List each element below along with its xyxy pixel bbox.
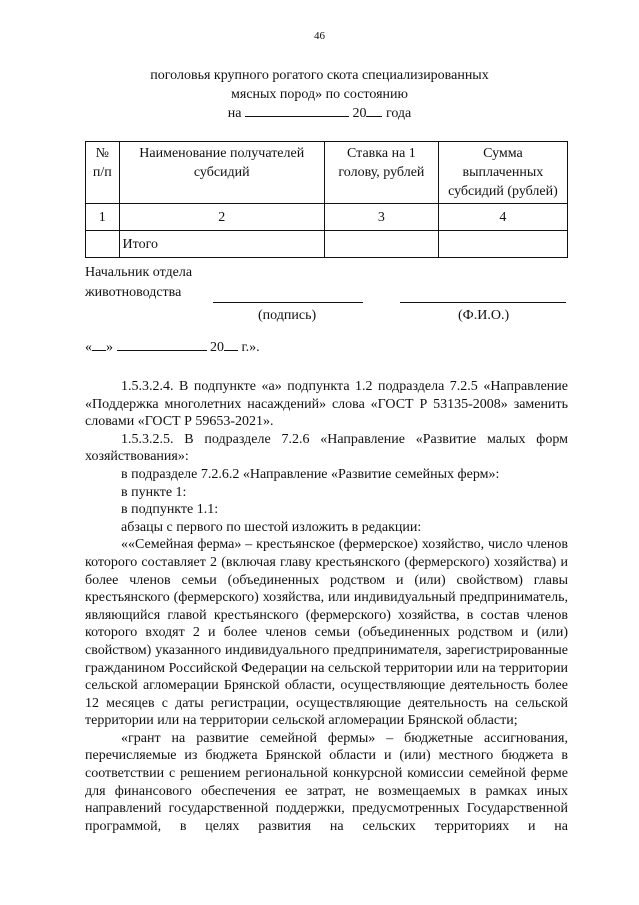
paragraph-7: ««Семейная ферма» – крестьянское (фермерское) хозяйство, число членов которого составляет 2 (включая главу крестьянского (фермерского) хозяйства) и более членов семьи (объединенных родством и (или) свойством) главы крестьянского (фермерского) хозяйства, или индивидуальный предприниматель, являющийся главой крестьянского (фермерского) хозяйства, в состав членов которого входят 2 и более членов семьи (объединенных родством и (или) свойством) указанного индивидуального предпринимателя, зарегистрированные гражданином Российской Федерации на сельской территории или на территории сельской агломерации Брянской области, осуществляющие деятельность более 12 месяцев с даты регистрации, осуществляющие деятельность на сельской территории или на территории сельской агломерации Брянской области; (85, 537, 568, 729)
heading-year-label: года (385, 106, 412, 121)
heading-line-3 (0, 104, 639, 123)
date-blank-day (92, 338, 106, 351)
total-cell-empty-4 (438, 231, 567, 258)
paragraph-4: в пункте 1: (121, 484, 187, 500)
total-cell-empty-1 (86, 231, 120, 258)
date-line (85, 338, 260, 356)
date-year-suffix: г.». (241, 340, 260, 355)
date-blank-month (117, 338, 207, 351)
signature-line (213, 301, 363, 303)
date-blank-year-short (224, 338, 238, 351)
paragraph-3: в подразделе 7.2.6.2 «Направление «Развитие семейных ферм»: (121, 466, 500, 482)
header-recipient: Наименование получателей субсидий (119, 142, 324, 204)
signature-block (85, 263, 568, 303)
table-row (86, 204, 568, 231)
column-number-2: 2 (119, 204, 324, 231)
heading-line-2: мясных пород» по состоянию (231, 87, 408, 102)
name-line (400, 301, 566, 303)
date-open-quote: « (85, 340, 92, 355)
table-header-row (86, 142, 568, 204)
paragraph-1: 1.5.3.2.4. В подпункте «а» подпункта 1.2 подраздела 7.2.5 «Направление «Поддержка многолетних насаждений» слова «ГОСТ Р 53135-2008» заменить словами «ГОСТ Р 59653-2021». (85, 379, 568, 430)
subsidy-table (85, 141, 568, 258)
form-heading (0, 66, 639, 123)
paragraph-5: в подпункте 1.1: (121, 502, 219, 518)
date-close-quote: » (106, 340, 113, 355)
signature-caption: (подпись) (258, 308, 317, 323)
column-number-4: 4 (438, 204, 567, 231)
heading-on-label: на (227, 106, 242, 121)
header-number: № п/п (86, 142, 120, 204)
paragraph-6: абзацы с первого по шестой изложить в редакции: (121, 519, 422, 535)
column-number-1: 1 (86, 204, 120, 231)
paragraph-2: 1.5.3.2.5. В подразделе 7.2.6 «Направление «Развитие малых форм хозяйствования»: (85, 431, 568, 465)
total-cell-empty-3 (324, 231, 438, 258)
page-number: 46 (314, 30, 325, 42)
body-text (85, 378, 568, 835)
paragraph-8: «грант на развитие семейной фермы» – бюджетные ассигнования, перечисляемые из бюджета Брянской области и (или) местного бюджета в соответствии с решением региональной конкурсной комиссии семейной ферме для финансового обеспечения ее затрат, не возмещаемых в рамках иных направлений государственной поддержки, предусмотренных Государственной программой, в целях развития на сельских территориях и на (85, 730, 568, 834)
name-caption: (Ф.И.О.) (458, 308, 510, 323)
column-number-3: 3 (324, 204, 438, 231)
table-total-row (86, 231, 568, 258)
heading-year-prefix: 20 (352, 106, 367, 121)
heading-line-1: поголовья крупного рогатого скота специализированных (150, 68, 489, 83)
position-line-2: животноводства (85, 285, 182, 300)
position-line-1: Начальник отдела (85, 265, 193, 280)
date-year-prefix: 20 (210, 340, 224, 355)
total-label: Итого (119, 231, 324, 258)
date-blank-year (366, 104, 382, 117)
date-blank-day-month (245, 104, 349, 117)
header-rate: Ставка на 1 голову, рублей (324, 142, 438, 204)
header-amount: Сумма выплаченных субсидий (рублей) (438, 142, 567, 204)
